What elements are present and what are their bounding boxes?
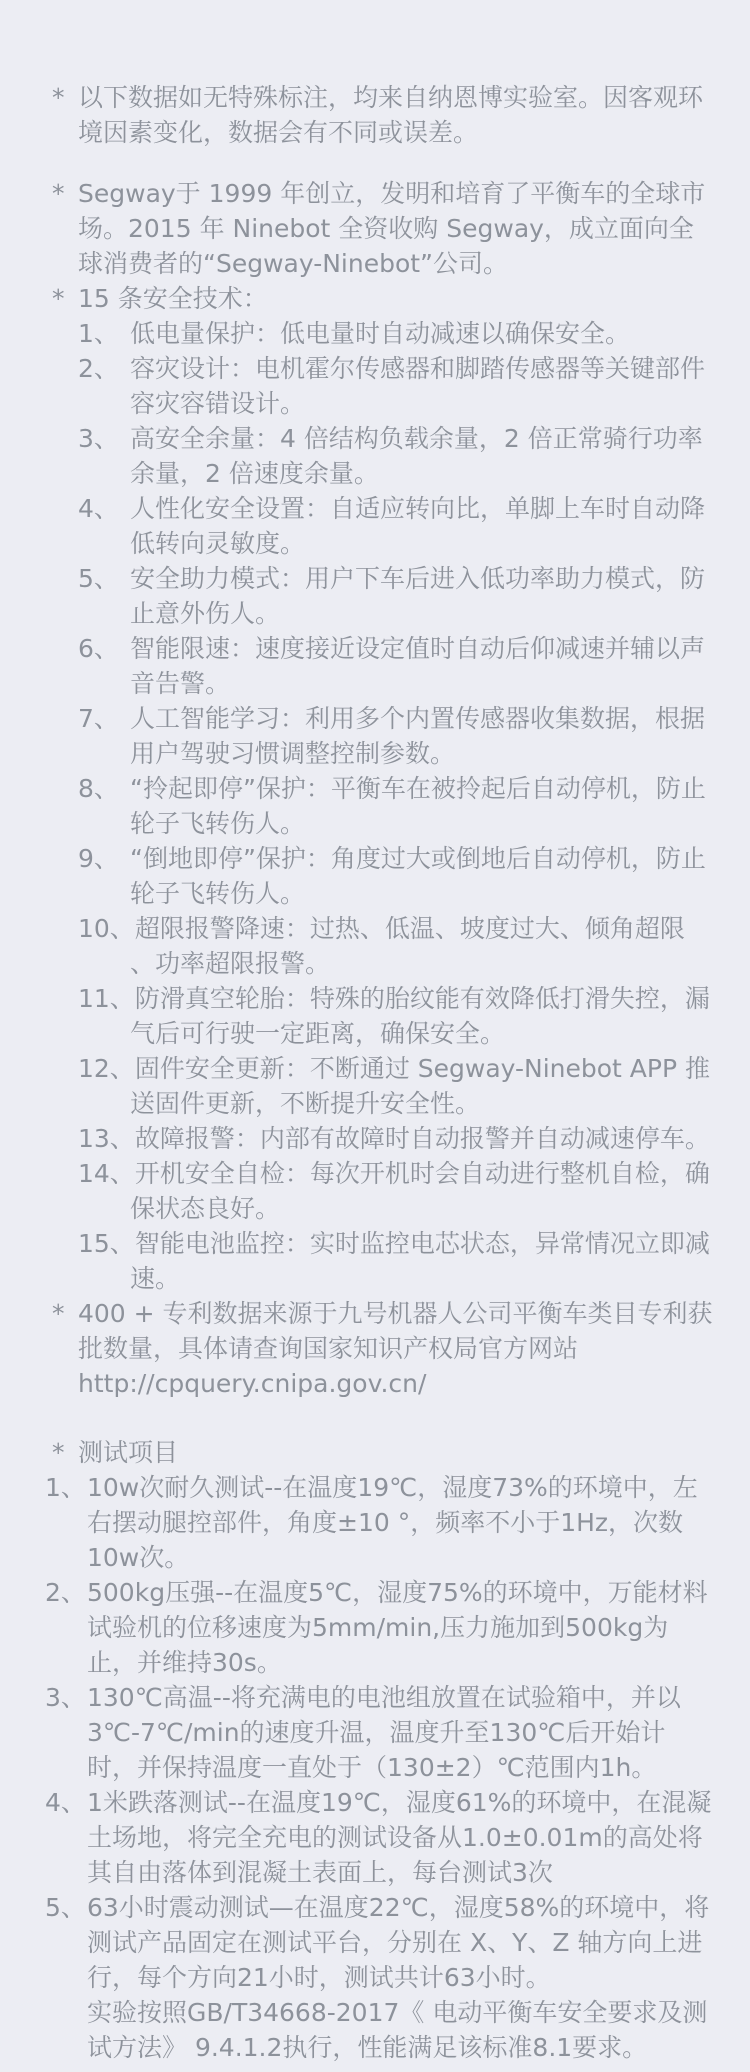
test-item [45,1680,714,1785]
safety-item-text: 智能限速：速度接近设定值时自动后仰减速并辅以声音告警。 [130,634,706,698]
list-item-number: 4、 [78,494,119,523]
list-item-number: 1、 [45,1473,86,1502]
list-item-number: 15、 [78,1229,135,1258]
safety-item [78,1121,714,1156]
list-item-number: 8、 [78,774,119,803]
asterisk-marker: * [52,83,65,112]
safety-item-text: 固件安全更新：不断通过 Segway-Ninebot APP 推送固件更新，不断提升安全性。 [130,1054,711,1118]
patent-url: http://cpquery.cnipa.gov.cn/ [78,1369,427,1398]
safety-item-text: 安全助力模式：用户下车后进入低功率助力模式，防止意外伤人。 [130,564,706,628]
safety-item-text: 高安全余量：4 倍结构负载余量，2 倍正常骑行功率余量，2 倍速度余量。 [130,424,703,488]
list-item-number: 11、 [78,984,135,1013]
safety-item-text: 开机安全自检：每次开机时会自动进行整机自检，确保状态良好。 [130,1159,710,1223]
list-item-number: 14、 [78,1159,135,1188]
list-item-number: 5、 [45,1893,86,1922]
list-item-number: 10、 [78,914,135,943]
test-list [45,1470,714,2065]
safety-tech-section [52,281,714,1296]
list-item-number: 3、 [45,1683,86,1712]
footnote-patent [52,1296,714,1401]
safety-item [78,841,714,911]
list-item-number: 1、 [78,319,119,348]
test-section-title: 测试项目 [78,1438,179,1467]
list-item-number: 12、 [78,1054,135,1083]
safety-item [78,561,714,631]
asterisk-marker: * [52,179,65,208]
test-item-text: 63小时震动测试—在温度22℃，湿度58%的环境中，将测试产品固定在测试平台，分别在 X、Y、Z 轴方向上进行，每个方向21小时，测试共计63小时。 [87,1893,710,1992]
safety-item [78,1156,714,1226]
safety-item [78,911,714,981]
test-section-header [52,1435,714,1470]
list-item-number: 13、 [78,1124,135,1153]
safety-item-text: 故障报警：内部有故障时自动报警并自动减速停车。 [134,1124,710,1153]
safety-item-text: 人工智能学习：利用多个内置传感器收集数据，根据用户驾驶习惯调整控制参数。 [130,704,706,768]
safety-item [78,1226,714,1296]
test-item-text: 10w次耐久测试--在温度19℃，湿度73%的环境中，左右摆动腿控部件，角度±10 °，频率不小于1Hz，次数10w次。 [87,1473,698,1572]
safety-item-text: 智能电池监控：实时监控电芯状态，异常情况立即减速。 [130,1229,710,1293]
test-item-text: 1米跌落测试--在温度19℃，湿度61%的环境中，在混凝土场地，将完全充电的测试设备从1.0±0.01m的高处将其自由落体到混凝土表面上，每台测试3次 [87,1788,712,1887]
list-item-number: 3、 [78,424,119,453]
asterisk-marker: * [52,284,65,313]
safety-item-text: “拎起即停”保护：平衡车在被拎起后自动停机，防止轮子飞转伤人。 [130,774,706,838]
test-item [45,1785,714,1890]
test-item-text: 500kg压强--在温度5℃，湿度75%的环境中，万能材料试验机的位移速度为5mm/min,压力施加到500kg为止，并维持30s。 [87,1578,708,1677]
safety-item [78,1051,714,1121]
list-item-number: 5、 [78,564,119,593]
safety-item [78,316,714,351]
safety-item-text: 低电量保护：低电量时自动减速以确保安全。 [130,319,631,348]
footnote-segway-history [52,176,714,281]
list-item-number: 7、 [78,704,119,733]
footnote-lab-data [52,80,714,150]
safety-item-text: 容灾设计：电机霍尔传感器和脚踏传感器等关键部件容灾容错设计。 [130,354,706,418]
asterisk-marker: * [52,1299,65,1328]
footnote-text: Segway于 1999 年创立，发明和培育了平衡车的全球市场。2015 年 Ninebot 全资收购 Segway，成立面向全球消费者的“Segway-Ninebot”公司。 [78,179,706,278]
list-item-number: 2、 [45,1578,86,1607]
safety-item-text: 人性化安全设置：自适应转向比，单脚上车时自动降低转向灵敏度。 [130,494,706,558]
list-item-number: 2、 [78,354,119,383]
safety-item [78,421,714,491]
safety-item-text: 防滑真空轮胎：特殊的胎纹能有效降低打滑失控，漏气后可行驶一定距离，确保安全。 [130,984,710,1048]
test-item [45,1890,714,2065]
safety-item [78,491,714,561]
safety-list [78,316,714,1296]
test-items-section [45,1435,714,2065]
safety-item [78,351,714,421]
asterisk-marker: * [52,1438,65,1467]
safety-item [78,631,714,701]
list-item-number: 4、 [45,1788,86,1817]
safety-section-header [52,281,714,316]
safety-item [78,981,714,1051]
footnote-text: 400 + 专利数据来源于九号机器人公司平衡车类目专利获批数量，具体请查询国家知识产权局官方网站 [78,1299,713,1363]
list-item-number: 9、 [78,844,119,873]
safety-section-title: 15 条安全技术： [78,284,268,313]
test-item [45,1470,714,1575]
safety-item [78,701,714,771]
safety-item-text: “倒地即停”保护：角度过大或倒地后自动停机，防止轮子飞转伤人。 [130,844,706,908]
footnote-text: 以下数据如无特殊标注，均来自纳恩博实验室。因客观环境因素变化，数据会有不同或误差。 [78,83,704,147]
test-item [45,1575,714,1680]
test-item-text: 130℃高温--将充满电的电池组放置在试验箱中，并以3℃-7℃/min的速度升温，温度升至130℃后开始计时，并保持温度一直处于（130±2）℃范围内1h。 [87,1683,681,1782]
test-standard-note: 实验按照GB/T34668-2017《 电动平衡车安全要求及测试方法》 9.4.1.2执行，性能满足该标准8.1要求。 [87,1998,708,2062]
list-item-number: 6、 [78,634,119,663]
safety-item [78,771,714,841]
safety-item-text: 超限报警降速：过热、低温、坡度过大、倾角超限 、功率超限报警。 [130,914,685,978]
